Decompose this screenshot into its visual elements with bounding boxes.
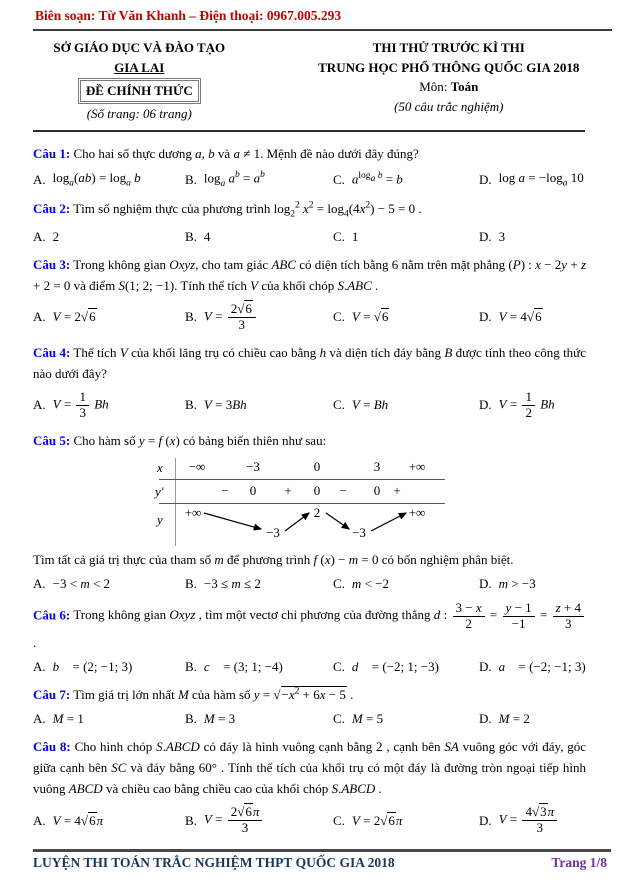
option-b bbox=[185, 170, 333, 189]
option-key: C. bbox=[333, 309, 345, 325]
question-6 bbox=[33, 601, 586, 675]
option-key: A. bbox=[33, 575, 46, 591]
arrow-increase-icon bbox=[371, 513, 406, 531]
option-c bbox=[333, 309, 479, 325]
vt-y-value: −3 bbox=[352, 524, 366, 540]
issuer-block bbox=[0, 38, 279, 123]
question-followup bbox=[33, 549, 586, 570]
page-footer bbox=[0, 849, 619, 871]
subject-name: Toán bbox=[450, 79, 479, 94]
exam-header bbox=[0, 31, 619, 125]
option-d bbox=[479, 576, 586, 592]
option-d bbox=[479, 309, 586, 325]
question-label: Câu 4: bbox=[33, 344, 71, 360]
question-label: Câu 6: bbox=[33, 607, 71, 623]
vt-sign: 0 bbox=[313, 482, 321, 498]
footer-title: LUYỆN THI TOÁN TRẮC NGHIỆM THPT QUỐC GIA 2018 bbox=[33, 855, 395, 870]
option-key: C. bbox=[333, 228, 345, 244]
province-name: GIA LAI bbox=[114, 59, 165, 75]
option-value: $\log a = -\log_a$ 10 bbox=[498, 170, 584, 189]
option-d bbox=[479, 229, 586, 245]
vt-y-value: +∞ bbox=[408, 504, 426, 520]
arrow-decrease-icon bbox=[204, 513, 261, 529]
question-label: Câu 3: bbox=[33, 256, 71, 272]
option-a bbox=[33, 309, 185, 325]
option-value: V = 2√6 bbox=[52, 309, 96, 325]
option-value: a⃗ = (−2; −1; 3) bbox=[498, 658, 586, 674]
question-stem bbox=[33, 198, 586, 223]
question-text: Cho hàm số y = f (x) có bảng biến thiên như sau: bbox=[73, 432, 327, 448]
option-key: A. bbox=[33, 710, 46, 726]
option-value: V = 3Bh bbox=[203, 397, 247, 413]
question-text: Cho hai số thực dương a, b và a ≠ 1. Mệnh đề nào dưới đây đúng? bbox=[73, 146, 419, 161]
option-a bbox=[33, 390, 185, 421]
question-label: Câu 1: bbox=[33, 146, 71, 161]
option-key: C. bbox=[333, 171, 345, 187]
option-value: M = 3 bbox=[203, 710, 236, 726]
question-stem bbox=[33, 736, 586, 799]
option-a bbox=[33, 576, 185, 592]
question-text: Thể tích V của khối lăng trụ có chiều cao bằng h và diện tích đáy bằng B được tính theo công thức nào dưới đây? bbox=[33, 344, 586, 381]
option-key: B. bbox=[185, 309, 197, 325]
option-value: m > −3 bbox=[498, 575, 536, 591]
question-2 bbox=[33, 198, 586, 245]
subject-line bbox=[279, 77, 619, 97]
question-list bbox=[0, 132, 619, 836]
question-text: Trong không gian Oxyz, cho tam giác ABC có diện tích bằng 6 nằm trên mặt phẳng (P) : x − 2y + z + 2 = 0 và điểm S(1; 2; −1). Tính thể tích V của khối chóp S.ABC . bbox=[33, 256, 586, 293]
option-value: 4 bbox=[203, 228, 211, 244]
question-text: Tìm giá trị lớn nhất M của hàm số $y = √-x^2 + 6x - 5$ . bbox=[73, 686, 354, 702]
option-value: V = Bh bbox=[351, 397, 389, 413]
option-value: M = 1 bbox=[52, 710, 84, 726]
option-d bbox=[479, 659, 586, 675]
option-key: D. bbox=[479, 575, 492, 591]
option-value: 1 bbox=[351, 228, 359, 244]
vt-sign: − bbox=[339, 482, 347, 498]
options-row bbox=[33, 390, 586, 421]
vt-y-value: −3 bbox=[266, 524, 280, 540]
question-3 bbox=[33, 254, 586, 333]
option-key: A. bbox=[33, 658, 46, 674]
question-label: Câu 5: bbox=[33, 432, 71, 448]
option-value: $\log_a(ab) = \log_a b$ bbox=[52, 170, 141, 189]
option-key: B. bbox=[185, 397, 197, 413]
option-d bbox=[479, 170, 586, 189]
option-b bbox=[185, 397, 333, 413]
option-c bbox=[333, 171, 479, 187]
option-key: C. bbox=[333, 575, 345, 591]
options-row bbox=[33, 302, 586, 333]
vt-sign: + bbox=[284, 482, 292, 498]
vt-sign: 0 bbox=[373, 482, 381, 498]
option-key: B. bbox=[185, 575, 197, 591]
option-a bbox=[33, 229, 185, 245]
option-key: D. bbox=[479, 171, 492, 187]
option-value: d⃗ = (−2; 1; −3) bbox=[351, 658, 439, 674]
vt-x-value: −∞ bbox=[188, 458, 206, 474]
option-a bbox=[33, 813, 185, 829]
question-label: Câu 7: bbox=[33, 686, 71, 702]
question-7 bbox=[33, 684, 586, 727]
option-d bbox=[479, 390, 586, 421]
options-row bbox=[33, 805, 586, 836]
option-value: m < −2 bbox=[351, 575, 389, 591]
option-a bbox=[33, 659, 185, 675]
vt-x-value: 3 bbox=[373, 458, 381, 474]
option-key: B. bbox=[185, 171, 197, 187]
option-c bbox=[333, 711, 479, 727]
option-c bbox=[333, 229, 479, 245]
option-key: D. bbox=[479, 397, 492, 413]
vt-row-header-x: x bbox=[157, 459, 163, 475]
page-number: Trang 1/8 bbox=[551, 855, 607, 870]
option-key: B. bbox=[185, 812, 197, 828]
option-d bbox=[479, 711, 586, 727]
option-value: M = 5 bbox=[351, 710, 384, 726]
vt-sign: − bbox=[221, 482, 229, 498]
official-exam-stamp: ĐỀ CHÍNH THỨC bbox=[78, 78, 201, 104]
vt-x-value: +∞ bbox=[408, 458, 426, 474]
vt-y-value: 2 bbox=[313, 504, 321, 520]
option-value: V = $\frac{2√6\pi}{3}$ bbox=[204, 805, 264, 836]
option-key: C. bbox=[333, 710, 345, 726]
option-key: A. bbox=[33, 812, 46, 828]
options-row bbox=[33, 229, 586, 245]
option-c bbox=[333, 397, 479, 413]
option-value: $a^{log_a b} = b$ bbox=[351, 171, 403, 187]
option-value: V = $\frac{4√3\pi}{3}$ bbox=[499, 805, 559, 836]
author-byline: Biên soạn: Từ Văn Khanh – Điện thoại: 0967.005.293 bbox=[35, 8, 342, 23]
vt-row-header-y: y bbox=[157, 511, 163, 527]
option-b bbox=[185, 229, 333, 245]
vt-x-value: 0 bbox=[313, 458, 321, 474]
question-5 bbox=[33, 430, 586, 592]
question-stem bbox=[33, 430, 586, 451]
question-text: Cho hình chóp S.ABCD có đáy là hình vuông cạnh bằng 2 , cạnh bên SA vuông góc với đáy, góc giữa cạnh bên SC và đáy bằng 60° . Tính thể tích của khối trụ có một đáy là đường tròn ngoại tiếp hình vuông ABCD và chiều cao bằng chiều cao của khối chóp S.ABCD . bbox=[33, 738, 587, 797]
vt-row-header-yprime: y′ bbox=[155, 483, 164, 499]
variation-table bbox=[145, 458, 445, 546]
options-row bbox=[33, 576, 586, 592]
question-stem bbox=[33, 143, 586, 164]
option-key: D. bbox=[479, 228, 492, 244]
option-key: B. bbox=[185, 658, 197, 674]
option-c bbox=[333, 576, 479, 592]
question-label: Câu 2: bbox=[33, 200, 71, 216]
question-text: Trong không gian Oxyz , tìm một vectơ chỉ phương của đường thẳng d : $\frac{3 - x}{2}$ = $\frac{y - 1}{-1}$ = $\frac{z + 4}{3}$ . bbox=[33, 607, 586, 649]
question-4 bbox=[33, 342, 586, 421]
department-name: SỞ GIÁO DỤC VÀ ĐÀO TẠO bbox=[53, 40, 226, 55]
option-key: B. bbox=[185, 228, 197, 244]
option-value: V = √6 bbox=[351, 309, 389, 325]
question-count-note: (50 câu trắc nghiệm) bbox=[394, 98, 504, 114]
arrow-decrease-icon bbox=[326, 513, 349, 529]
option-key: C. bbox=[333, 658, 345, 674]
option-key: D. bbox=[479, 710, 492, 726]
option-key: C. bbox=[333, 397, 345, 413]
question-stem bbox=[33, 601, 586, 653]
exam-title-line1: THI THỬ TRƯỚC KÌ THI bbox=[372, 40, 525, 55]
option-key: A. bbox=[33, 228, 46, 244]
vt-sign: 0 bbox=[249, 482, 257, 498]
option-value: V = $\frac{1}{3}$ Bh bbox=[52, 389, 109, 420]
option-key: A. bbox=[33, 171, 46, 187]
options-row bbox=[33, 659, 586, 675]
option-value: b⃗ = (2; −1; 3) bbox=[52, 658, 133, 674]
option-value: V = 4√6π bbox=[52, 812, 104, 828]
question-8 bbox=[33, 736, 586, 836]
option-value: 2 bbox=[52, 228, 60, 244]
variation-arrows bbox=[145, 458, 445, 546]
option-value: V = $\frac{1}{2}$ Bh bbox=[498, 389, 555, 420]
option-key: D. bbox=[479, 658, 492, 674]
option-key: D. bbox=[479, 309, 492, 325]
question-text: Tìm số nghiệm thực của phương trình $\log_2^2 x^2 = \log_4(4x^2) - 5 = 0$ . bbox=[73, 200, 422, 220]
question-1 bbox=[33, 143, 586, 189]
option-value: c⃗ = (3; 1; −4) bbox=[203, 658, 283, 674]
option-value: $\log_a a^b = a^b$ bbox=[203, 170, 265, 189]
question-stem bbox=[33, 254, 586, 296]
options-row bbox=[33, 170, 586, 189]
option-b bbox=[185, 711, 333, 727]
vt-x-value: −3 bbox=[246, 458, 260, 474]
question-stem bbox=[33, 684, 586, 705]
exam-title-block bbox=[279, 38, 619, 123]
vt-sign: + bbox=[393, 482, 401, 498]
subject-label: Môn: bbox=[419, 79, 448, 94]
option-key: C. bbox=[333, 812, 345, 828]
option-key: D. bbox=[479, 812, 492, 828]
question-text: Tìm tất cả giá trị thực của tham số m để phương trình f (x) − m = 0 có bốn nghiệm phân biệt. bbox=[33, 551, 514, 567]
option-value: 3 bbox=[498, 228, 506, 244]
option-b bbox=[185, 302, 333, 333]
option-value: V = 2√6π bbox=[351, 812, 403, 828]
option-key: A. bbox=[33, 309, 46, 325]
option-value: V = $\frac{2√6}{3}$ bbox=[204, 302, 258, 333]
option-b bbox=[185, 576, 333, 592]
option-b bbox=[185, 805, 333, 836]
option-value: V = 4√6 bbox=[498, 309, 542, 325]
option-c bbox=[333, 813, 479, 829]
option-a bbox=[33, 711, 185, 727]
question-stem bbox=[33, 342, 586, 384]
option-c bbox=[333, 659, 479, 675]
option-key: A. bbox=[33, 397, 46, 413]
option-d bbox=[479, 805, 586, 836]
option-value: −3 ≤ m ≤ 2 bbox=[203, 575, 261, 591]
option-key: B. bbox=[185, 710, 197, 726]
options-row bbox=[33, 711, 586, 727]
exam-title-line2: TRUNG HỌC PHỔ THÔNG QUỐC GIA 2018 bbox=[318, 59, 580, 75]
option-b bbox=[185, 659, 333, 675]
page-count-note: (Số trang: 06 trang) bbox=[86, 105, 192, 121]
option-a bbox=[33, 170, 185, 189]
vt-y-value: +∞ bbox=[184, 504, 202, 520]
option-value: M = 2 bbox=[498, 710, 530, 726]
question-label: Câu 8: bbox=[33, 738, 71, 754]
arrow-increase-icon bbox=[285, 513, 309, 531]
option-value: −3 < m < 2 bbox=[52, 575, 111, 591]
